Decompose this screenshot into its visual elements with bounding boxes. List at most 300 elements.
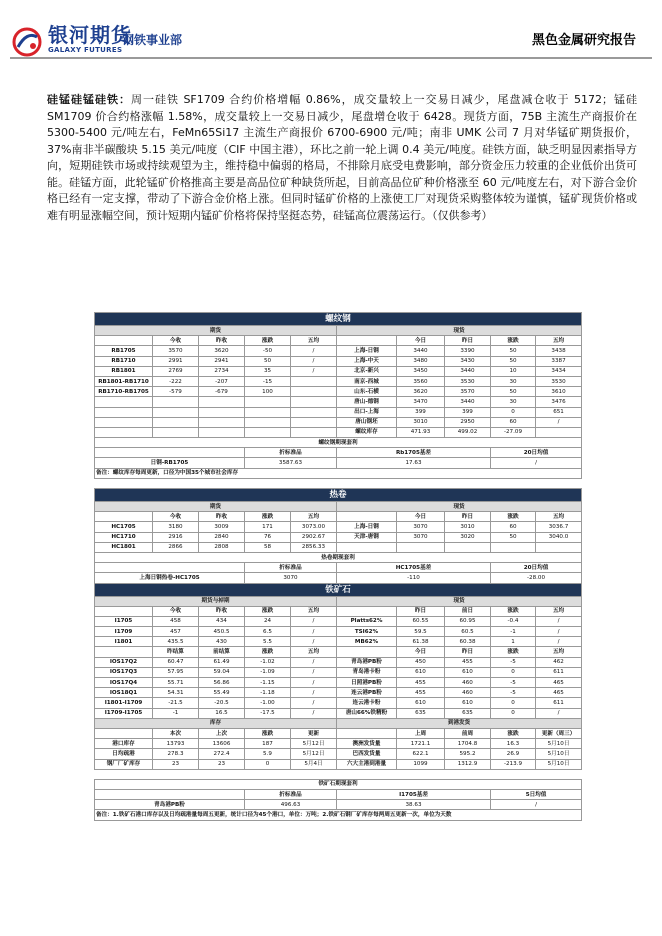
ironore-data-row bbox=[95, 759, 582, 769]
table-cell: -17.5 bbox=[245, 708, 291, 718]
column-header: 今收 bbox=[153, 606, 199, 616]
table-cell: 5月10日 bbox=[536, 759, 582, 769]
column-header: 五均 bbox=[536, 336, 582, 346]
row-label: HC1705 bbox=[95, 522, 153, 532]
table-cell bbox=[491, 542, 536, 552]
row-label: 钢厂厂矿库存 bbox=[95, 759, 153, 769]
table-cell: 3010 bbox=[445, 522, 491, 532]
table-cell: / bbox=[291, 346, 337, 356]
hotcoil-basis-header bbox=[95, 563, 582, 573]
column-header: 折标准品 bbox=[245, 563, 337, 573]
table-cell: 457 bbox=[153, 627, 199, 637]
row-label: 六大主港到港量 bbox=[337, 759, 397, 769]
table-cell: 60.47 bbox=[153, 657, 199, 667]
ironore-data-row bbox=[95, 657, 582, 667]
table-cell: 3073.00 bbox=[291, 522, 337, 532]
futures-group-label: 期货 bbox=[95, 326, 337, 336]
column-header: 前周 bbox=[445, 728, 491, 738]
hotcoil-data-row bbox=[95, 522, 582, 532]
spacer-row bbox=[95, 478, 582, 488]
column-header bbox=[95, 336, 153, 346]
table-cell: 3587.63 bbox=[245, 458, 337, 468]
row-label: 青岛港PB粉 bbox=[337, 657, 397, 667]
row-label: 港口库存 bbox=[95, 739, 153, 749]
column-header bbox=[95, 512, 153, 522]
table-cell: / bbox=[536, 637, 582, 647]
market-data-table-body bbox=[95, 313, 582, 821]
column-header: 20日均值 bbox=[491, 563, 582, 573]
table-cell: 23 bbox=[199, 759, 245, 769]
table-cell: 10 bbox=[491, 366, 536, 376]
table-cell bbox=[153, 407, 199, 417]
column-header: 五均 bbox=[291, 606, 337, 616]
ironore-data-row bbox=[95, 637, 582, 647]
table-cell: 38.63 bbox=[337, 800, 491, 810]
table-cell: -110 bbox=[337, 573, 491, 583]
table-cell: 55.71 bbox=[153, 678, 199, 688]
rebar-data-row bbox=[95, 407, 582, 417]
table-cell: 60.55 bbox=[397, 616, 445, 626]
table-cell: 610 bbox=[397, 698, 445, 708]
table-cell: / bbox=[291, 657, 337, 667]
column-header: 五均 bbox=[291, 336, 337, 346]
ironore-data-row bbox=[95, 708, 582, 718]
table-cell: 3610 bbox=[536, 387, 582, 397]
row-label: MB62% bbox=[337, 637, 397, 647]
table-cell: 30 bbox=[491, 397, 536, 407]
table-cell: 1312.9 bbox=[445, 759, 491, 769]
column-header: 涨跌 bbox=[491, 512, 536, 522]
basis-title: 铁矿石期现套利 bbox=[95, 779, 582, 789]
ironore-basis-header bbox=[95, 790, 582, 800]
table-cell: / bbox=[291, 688, 337, 698]
table-cell: 450 bbox=[397, 657, 445, 667]
table-cell bbox=[199, 427, 245, 437]
table-cell: 55.49 bbox=[199, 688, 245, 698]
column-header: 折标准品 bbox=[245, 448, 337, 458]
row-label: RB1710-RB1705 bbox=[95, 387, 153, 397]
table-cell: 465 bbox=[536, 688, 582, 698]
column-header: 今日 bbox=[397, 512, 445, 522]
ironore-data-row bbox=[95, 627, 582, 637]
column-header: 涨跌 bbox=[491, 606, 536, 616]
table-cell: 5.9 bbox=[245, 749, 291, 759]
table-cell: 76 bbox=[245, 532, 291, 542]
table-cell: 434 bbox=[199, 616, 245, 626]
ironore-group-header bbox=[95, 596, 582, 606]
table-cell: 3440 bbox=[397, 346, 445, 356]
table-cell: -1.09 bbox=[245, 667, 291, 677]
rebar-note bbox=[95, 468, 582, 478]
table-cell: -21.5 bbox=[153, 698, 199, 708]
rebar-data-row bbox=[95, 376, 582, 386]
row-label: 连云港PB粉 bbox=[337, 688, 397, 698]
table-cell: 3438 bbox=[536, 346, 582, 356]
row-label: 出口-上海 bbox=[337, 407, 397, 417]
table-cell bbox=[291, 417, 337, 427]
column-header: 涨跌 bbox=[245, 728, 291, 738]
table-cell: 595.2 bbox=[445, 749, 491, 759]
spacer bbox=[95, 769, 582, 779]
table-cell: / bbox=[491, 800, 582, 810]
column-header: 涨跌 bbox=[491, 647, 536, 657]
table-cell bbox=[245, 397, 291, 407]
column-header: 更新（周三） bbox=[536, 728, 582, 738]
hotcoil-column-header bbox=[95, 512, 582, 522]
column-header: 涨跌 bbox=[245, 606, 291, 616]
row-label: 上海-中天 bbox=[337, 356, 397, 366]
table-cell: 1721.1 bbox=[397, 739, 445, 749]
ironore-data-row bbox=[95, 749, 582, 759]
table-cell: 3440 bbox=[445, 397, 491, 407]
table-cell: 60.38 bbox=[445, 637, 491, 647]
table-cell: 460 bbox=[445, 678, 491, 688]
table-cell: 61.49 bbox=[199, 657, 245, 667]
column-header: 昨收 bbox=[199, 606, 245, 616]
column-header bbox=[337, 647, 397, 657]
table-cell: 3470 bbox=[397, 397, 445, 407]
basis-title: 螺纹钢期现套利 bbox=[95, 438, 582, 448]
row-label: 南京-西城 bbox=[337, 376, 397, 386]
table-cell: 0 bbox=[491, 407, 536, 417]
table-cell: / bbox=[291, 627, 337, 637]
table-cell: 3036.7 bbox=[536, 522, 582, 532]
row-label: 日钢-RB1705 bbox=[95, 458, 245, 468]
row-label: RB1710 bbox=[95, 356, 153, 366]
row-label: IOS18Q1 bbox=[95, 688, 153, 698]
table-cell: 5月4日 bbox=[291, 759, 337, 769]
table-cell: 471.93 bbox=[397, 427, 445, 437]
table-cell: 399 bbox=[397, 407, 445, 417]
column-header: 昨结算 bbox=[153, 647, 199, 657]
ironore-column-header bbox=[95, 606, 582, 616]
row-label: IOS17Q4 bbox=[95, 678, 153, 688]
table-cell: 611 bbox=[536, 667, 582, 677]
column-header: 五均 bbox=[536, 606, 582, 616]
column-header: 五均 bbox=[291, 512, 337, 522]
table-cell: -5 bbox=[491, 678, 536, 688]
row-label: 唐山钢坯 bbox=[337, 417, 397, 427]
table-cell: 58 bbox=[245, 542, 291, 552]
table-cell: 0 bbox=[491, 708, 536, 718]
hotcoil-group-header bbox=[95, 502, 582, 512]
table-cell: 450.5 bbox=[199, 627, 245, 637]
table-cell: -207 bbox=[199, 376, 245, 386]
table-cell bbox=[153, 427, 199, 437]
table-cell: 278.3 bbox=[153, 749, 199, 759]
column-header bbox=[337, 606, 397, 616]
table-cell: -1.18 bbox=[245, 688, 291, 698]
table-cell: 3530 bbox=[536, 376, 582, 386]
row-label: 澳洲发货量 bbox=[337, 739, 397, 749]
table-cell: 458 bbox=[153, 616, 199, 626]
table-cell: -213.9 bbox=[491, 759, 536, 769]
table-cell: 610 bbox=[445, 698, 491, 708]
column-header: 5日均值 bbox=[491, 790, 582, 800]
commentary-lead: 硅锰硅锰硅铁： bbox=[47, 93, 131, 106]
column-header: 更新 bbox=[291, 728, 337, 738]
ironore-column-header bbox=[95, 728, 582, 738]
table-cell: -1.15 bbox=[245, 678, 291, 688]
table-cell: 2856.33 bbox=[291, 542, 337, 552]
table-cell: 3434 bbox=[536, 366, 582, 376]
column-header: 五均 bbox=[291, 647, 337, 657]
table-cell: / bbox=[536, 417, 582, 427]
column-header: 涨跌 bbox=[491, 728, 536, 738]
table-cell: 435.5 bbox=[153, 637, 199, 647]
table-cell bbox=[397, 542, 445, 552]
table-cell: -5 bbox=[491, 688, 536, 698]
table-cell: 3530 bbox=[445, 376, 491, 386]
table-cell: 0 bbox=[491, 667, 536, 677]
brand-name: 银河期货 bbox=[48, 23, 132, 47]
table-cell: 16.3 bbox=[491, 739, 536, 749]
table-cell: -0.4 bbox=[491, 616, 536, 626]
row-label: RB1705 bbox=[95, 346, 153, 356]
table-cell: 50 bbox=[491, 346, 536, 356]
column-header bbox=[95, 606, 153, 616]
table-cell: 3620 bbox=[397, 387, 445, 397]
ironore-data-row bbox=[95, 739, 582, 749]
table-cell: / bbox=[536, 616, 582, 626]
ironore-section-title bbox=[95, 583, 582, 596]
section-title: 螺纹钢 bbox=[95, 313, 582, 326]
table-cell: 0 bbox=[245, 759, 291, 769]
column-header bbox=[95, 647, 153, 657]
table-cell: 2941 bbox=[199, 356, 245, 366]
table-cell: 3180 bbox=[153, 522, 199, 532]
table-cell: 3440 bbox=[445, 366, 491, 376]
table-cell: 3480 bbox=[397, 356, 445, 366]
column-header bbox=[95, 728, 153, 738]
table-cell: 1704.8 bbox=[445, 739, 491, 749]
column-header: 昨收 bbox=[199, 336, 245, 346]
table-cell: 50 bbox=[245, 356, 291, 366]
spot-group-label: 现货 bbox=[337, 502, 582, 512]
report-header bbox=[0, 0, 662, 60]
table-cell bbox=[95, 563, 245, 573]
column-header: 上周 bbox=[397, 728, 445, 738]
rebar-column-header bbox=[95, 336, 582, 346]
table-note: 备注：螺纹库存每周更新，口径为中国35个城市社会库存 bbox=[95, 468, 582, 478]
table-cell: 2840 bbox=[199, 532, 245, 542]
table-cell bbox=[95, 790, 245, 800]
ironore-basis-row bbox=[95, 800, 582, 810]
table-cell: / bbox=[291, 356, 337, 366]
column-header: I1705基差 bbox=[337, 790, 491, 800]
table-cell: 465 bbox=[536, 678, 582, 688]
row-label: HC1801 bbox=[95, 542, 153, 552]
ironore-basis-title bbox=[95, 779, 582, 789]
table-cell bbox=[291, 376, 337, 386]
table-cell: 3450 bbox=[397, 366, 445, 376]
table-cell: -1 bbox=[491, 627, 536, 637]
brand-name-english: GALAXY FUTURES bbox=[48, 46, 123, 54]
row-label: 日均疏港 bbox=[95, 749, 153, 759]
table-cell: 30 bbox=[491, 376, 536, 386]
ironore-column-header bbox=[95, 647, 582, 657]
table-cell: 13606 bbox=[199, 739, 245, 749]
column-header: 昨日 bbox=[445, 512, 491, 522]
column-header: 前结算 bbox=[199, 647, 245, 657]
table-cell: -1 bbox=[153, 708, 199, 718]
table-cell: 399 bbox=[445, 407, 491, 417]
row-label bbox=[95, 397, 153, 407]
table-cell: 651 bbox=[536, 407, 582, 417]
table-cell: 2916 bbox=[153, 532, 199, 542]
table-cell: 2769 bbox=[153, 366, 199, 376]
table-cell: -1.00 bbox=[245, 698, 291, 708]
table-cell: 3070 bbox=[397, 522, 445, 532]
header-divider bbox=[10, 57, 652, 59]
commentary-paragraph bbox=[47, 92, 637, 224]
table-note: 备注：1.铁矿石港口库存以及日均疏港量每周五更新，统计口径为45个港口，单位：万吨；2.铁矿石钢厂矿库存每两周五更新一次，单位为天数 bbox=[95, 810, 582, 820]
table-cell: 3560 bbox=[397, 376, 445, 386]
table-cell: 5.5 bbox=[245, 637, 291, 647]
ironore-note bbox=[95, 810, 582, 820]
row-label: 唐山-德钢 bbox=[337, 397, 397, 407]
rebar-data-row bbox=[95, 366, 582, 376]
table-cell: 3009 bbox=[199, 522, 245, 532]
table-cell: 3570 bbox=[153, 346, 199, 356]
table-cell: -28.00 bbox=[491, 573, 582, 583]
hotcoil-section-title bbox=[95, 489, 582, 502]
table-cell bbox=[536, 542, 582, 552]
row-label: 上海-日钢 bbox=[337, 346, 397, 356]
table-cell: 5月10日 bbox=[536, 749, 582, 759]
table-cell: 455 bbox=[397, 678, 445, 688]
table-cell: 3070 bbox=[245, 573, 337, 583]
table-cell: 2902.67 bbox=[291, 532, 337, 542]
row-label: 上海-日钢 bbox=[337, 522, 397, 532]
table-cell: 59.04 bbox=[199, 667, 245, 677]
table-cell: / bbox=[291, 366, 337, 376]
column-header: HC1705基差 bbox=[337, 563, 491, 573]
table-cell: -5 bbox=[491, 657, 536, 667]
table-cell: 50 bbox=[491, 356, 536, 366]
table-cell bbox=[153, 417, 199, 427]
table-cell: 13793 bbox=[153, 739, 199, 749]
row-label: 连云港卡粉 bbox=[337, 698, 397, 708]
row-label: RB1801 bbox=[95, 366, 153, 376]
spot-group-label: 现货 bbox=[337, 326, 582, 336]
table-cell: 0 bbox=[491, 698, 536, 708]
table-cell: 3040.0 bbox=[536, 532, 582, 542]
table-cell bbox=[199, 407, 245, 417]
row-label: 螺纹库存 bbox=[337, 427, 397, 437]
rebar-section-title bbox=[95, 313, 582, 326]
spacer bbox=[95, 478, 582, 488]
ironore-data-row bbox=[95, 698, 582, 708]
spot-group-label: 到港发货 bbox=[337, 718, 582, 728]
column-header: 今收 bbox=[153, 512, 199, 522]
ironore-data-row bbox=[95, 667, 582, 677]
table-cell bbox=[95, 448, 245, 458]
table-cell: / bbox=[291, 678, 337, 688]
table-cell: 496.63 bbox=[245, 800, 337, 810]
row-label: IOS17Q3 bbox=[95, 667, 153, 677]
table-cell: 455 bbox=[397, 688, 445, 698]
row-label: 巴西发货量 bbox=[337, 749, 397, 759]
row-label: 青岛港PB粉 bbox=[95, 800, 245, 810]
column-header bbox=[337, 728, 397, 738]
table-cell: 460 bbox=[445, 688, 491, 698]
table-cell bbox=[199, 397, 245, 407]
table-cell: 1 bbox=[491, 637, 536, 647]
rebar-data-row bbox=[95, 417, 582, 427]
table-cell: -679 bbox=[199, 387, 245, 397]
table-cell: 2808 bbox=[199, 542, 245, 552]
table-cell: 60 bbox=[491, 522, 536, 532]
table-cell: 3476 bbox=[536, 397, 582, 407]
column-header: 五均 bbox=[536, 512, 582, 522]
column-header: 上次 bbox=[199, 728, 245, 738]
table-cell: 16.5 bbox=[199, 708, 245, 718]
row-label: 青岛港卡粉 bbox=[337, 667, 397, 677]
column-header: 今日 bbox=[397, 647, 445, 657]
table-cell: 2991 bbox=[153, 356, 199, 366]
table-cell: / bbox=[291, 708, 337, 718]
row-label: HC1710 bbox=[95, 532, 153, 542]
table-cell: 59.5 bbox=[397, 627, 445, 637]
table-cell: 1099 bbox=[397, 759, 445, 769]
section-title: 铁矿石 bbox=[95, 583, 582, 596]
column-header bbox=[337, 512, 397, 522]
row-label: Platts62% bbox=[337, 616, 397, 626]
table-cell: 635 bbox=[445, 708, 491, 718]
table-cell: -222 bbox=[153, 376, 199, 386]
row-label bbox=[95, 407, 153, 417]
row-label: 山东-石横 bbox=[337, 387, 397, 397]
table-cell: 60.95 bbox=[445, 616, 491, 626]
table-cell: 60.5 bbox=[445, 627, 491, 637]
table-cell: 2866 bbox=[153, 542, 199, 552]
table-cell: / bbox=[536, 627, 582, 637]
row-label bbox=[95, 427, 153, 437]
table-cell: 622.1 bbox=[397, 749, 445, 759]
table-cell bbox=[291, 407, 337, 417]
table-cell: 499.02 bbox=[445, 427, 491, 437]
table-cell: 100 bbox=[245, 387, 291, 397]
table-cell: / bbox=[291, 616, 337, 626]
table-cell: 3620 bbox=[199, 346, 245, 356]
market-data-table bbox=[94, 312, 582, 821]
ironore-data-row bbox=[95, 616, 582, 626]
row-label bbox=[337, 542, 397, 552]
rebar-basis-title bbox=[95, 438, 582, 448]
ironore-data-row bbox=[95, 688, 582, 698]
column-header: 涨跌 bbox=[245, 336, 291, 346]
rebar-data-row bbox=[95, 397, 582, 407]
row-label: 北京-新兴 bbox=[337, 366, 397, 376]
row-label: I1801-I1709 bbox=[95, 698, 153, 708]
table-cell: 56.86 bbox=[199, 678, 245, 688]
futures-group-label: 期货与掉期 bbox=[95, 596, 337, 606]
table-cell bbox=[291, 387, 337, 397]
table-cell: 611 bbox=[536, 698, 582, 708]
row-label: I1709 bbox=[95, 627, 153, 637]
table-cell: -27.09 bbox=[491, 427, 536, 437]
rebar-data-row bbox=[95, 387, 582, 397]
table-cell: -20.5 bbox=[199, 698, 245, 708]
report-title: 黑色金属研究报告 bbox=[531, 33, 636, 48]
rebar-group-header bbox=[95, 326, 582, 336]
row-label: I1801 bbox=[95, 637, 153, 647]
row-label: IOS17Q2 bbox=[95, 657, 153, 667]
column-header: 五均 bbox=[536, 647, 582, 657]
hotcoil-data-row bbox=[95, 532, 582, 542]
rebar-basis-header bbox=[95, 448, 582, 458]
